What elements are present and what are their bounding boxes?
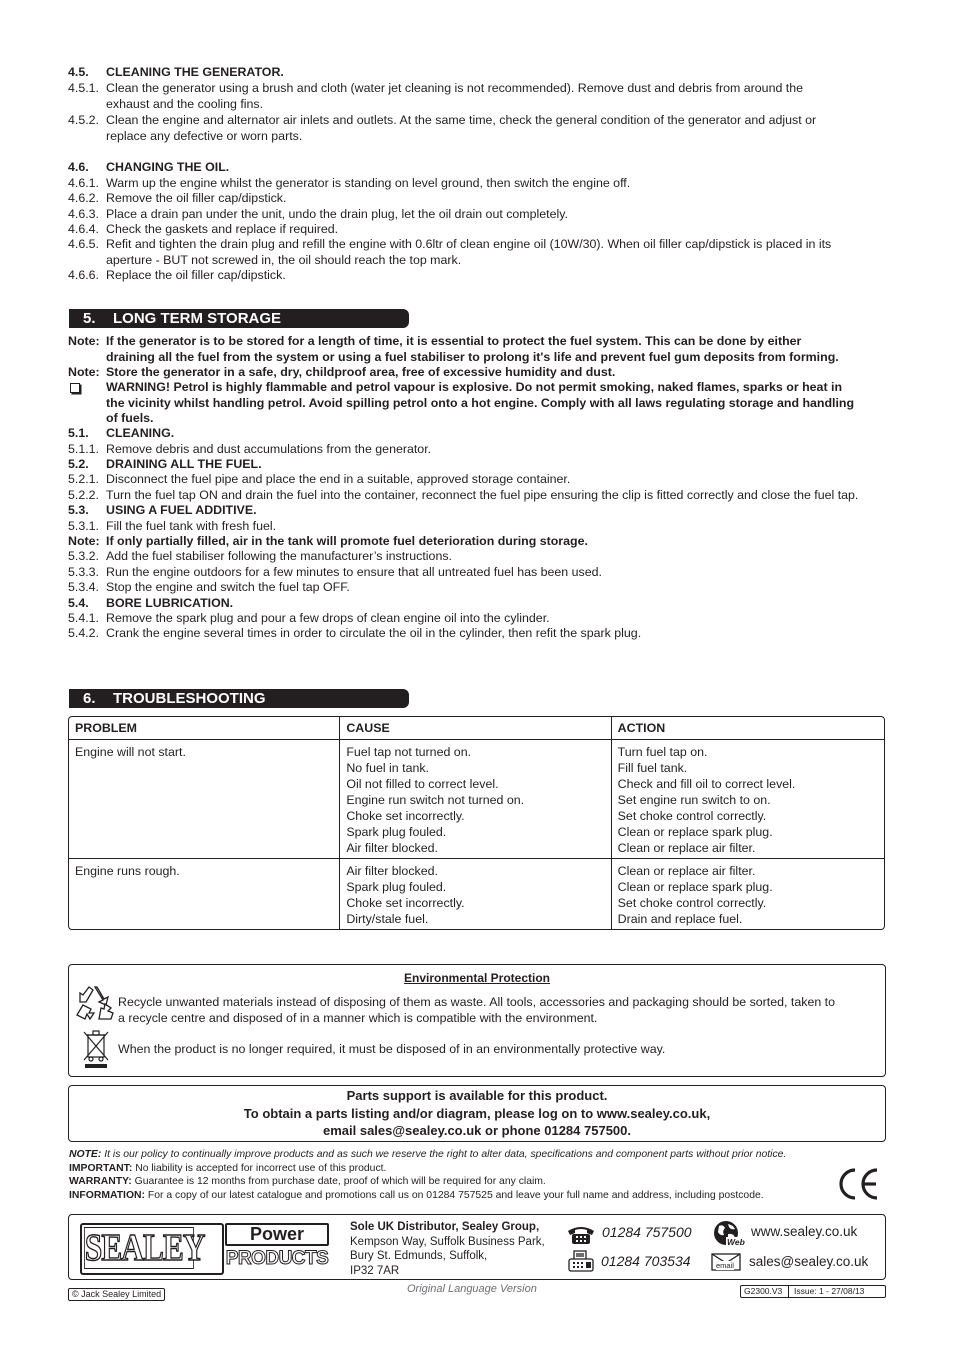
section-title: TROUBLESHOOTING	[113, 690, 266, 707]
item-number: 4.6.2.	[68, 191, 100, 205]
address-line: Kempson Way, Suffolk Business Park,	[350, 1235, 545, 1248]
legal-warranty	[69, 1175, 839, 1189]
note	[68, 534, 888, 550]
legal-text: It is our policy to continually improve products and as such we reserve the right to alter data, specifications and component parts without prior notice.	[104, 1149, 787, 1160]
document-code-box	[740, 1285, 886, 1298]
action-line: Fill fuel tank.	[617, 761, 688, 775]
distributor-address	[350, 1220, 545, 1278]
item-number: 5.2.	[68, 457, 89, 471]
note-text-cont: draining all the fuel from the system or using a fuel stabiliser to prolong it's life and prevent fuel gum deposits from forming.	[106, 349, 839, 364]
note-label: Note:	[68, 334, 100, 348]
item-number: 5.4.	[68, 596, 89, 610]
item-text: DRAINING ALL THE FUEL.	[106, 457, 262, 471]
code-divider	[788, 1286, 789, 1297]
action-line: Clean or replace spark plug.	[617, 825, 773, 839]
copyright: © Jack Sealey Limited	[68, 1288, 165, 1301]
action-line: Set engine run switch to on.	[617, 793, 771, 807]
note-text: Store the generator in a safe, dry, childproof area, free of excessive humidity and dust.	[106, 365, 616, 379]
legal-label: IMPORTANT:	[69, 1162, 133, 1174]
cause-cell	[340, 859, 611, 929]
subsection-heading	[68, 457, 888, 473]
subsection-heading	[68, 596, 888, 612]
item-text-cont: replace any defective or worn parts.	[106, 128, 303, 143]
parts-line: email sales@sealey.co.uk or phone 01284 757500.	[322, 1123, 631, 1138]
item-text: Stop the engine and switch the fuel tap OFF.	[106, 580, 350, 594]
table-row	[69, 859, 884, 929]
issue-date: Issue: 1 - 27/08/13	[794, 1286, 865, 1296]
list-item	[68, 113, 888, 144]
subsection-heading	[68, 503, 888, 519]
distributor-title: Sole UK Distributor, Sealey Group,	[350, 1221, 540, 1233]
address-line: IP32 7AR	[350, 1264, 400, 1277]
item-number: 5.1.1.	[68, 442, 100, 456]
list-item	[68, 222, 888, 238]
subsection-heading	[68, 426, 888, 442]
ce-mark-icon	[836, 1166, 880, 1202]
item-text: Clean the engine and alternator air inlets and outlets. At the same time, check the general condition of the generator and adjust or	[106, 113, 817, 127]
item-text: Fill the fuel tank with fresh fuel.	[106, 519, 277, 533]
address-line: Bury St. Edmunds, Suffolk,	[350, 1250, 488, 1262]
item-text: Replace the oil filler cap/dipstick.	[106, 268, 286, 282]
column-header-problem: PROBLEM	[69, 717, 340, 740]
section-number: 4.6.	[68, 160, 89, 174]
website-link[interactable]: www.sealey.co.uk	[751, 1224, 858, 1239]
item-text: BORE LUBRICATION.	[106, 596, 234, 610]
legal-label: INFORMATION:	[69, 1189, 145, 1201]
action-line: Turn fuel tap on.	[617, 745, 708, 759]
cause-line: Air filter blocked.	[346, 841, 438, 855]
logo-sealey-text: SEALEY	[84, 1227, 205, 1269]
list-item	[68, 519, 888, 535]
item-text: Remove debris and dust accumulations from the generator.	[106, 442, 432, 456]
legal-text: For a copy of our latest catalogue and promotions call us on 01284 757525 and leave your full name and address, including postcode.	[147, 1189, 764, 1201]
legal-text: No liability is accepted for incorrect use of this product.	[135, 1162, 387, 1174]
list-item	[68, 81, 888, 112]
item-text: Crank the engine several times in order to circulate the oil in the cylinder, then refit the spark plug.	[106, 626, 642, 640]
item-number: 4.6.3.	[68, 207, 100, 221]
action-line: Set choke control correctly.	[617, 896, 767, 910]
legal-notice	[69, 1148, 839, 1202]
legal-information	[69, 1189, 839, 1203]
action-line: Clean or replace air filter.	[617, 841, 756, 855]
list-item	[68, 565, 888, 581]
parts-line: To obtain a parts listing and/or diagram, please log on to www.sealey.co.uk,	[243, 1105, 711, 1121]
item-text: Place a drain pan under the unit, undo the drain plug, let the oil drain out completely.	[106, 207, 568, 221]
item-text: USING A FUEL ADDITIVE.	[106, 503, 257, 517]
item-text: Remove the spark plug and pour a few drops of clean engine oil into the cylinder.	[106, 611, 550, 625]
column-header-cause: CAUSE	[340, 717, 611, 740]
item-text: Turn the fuel tap ON and drain the fuel into the container, reconnect the fuel pipe ensuring the clip is fitted correctly and close the fuel tap.	[106, 488, 859, 502]
cause-line: Choke set incorrectly.	[346, 896, 465, 910]
section-number: 5.	[83, 310, 96, 327]
note-label: Note:	[68, 534, 100, 548]
cause-line: Dirty/stale fuel.	[346, 912, 429, 926]
item-number: 5.4.2.	[68, 626, 100, 640]
legal-label: NOTE:	[69, 1149, 102, 1160]
list-item	[68, 626, 888, 642]
environmental-protection-box	[68, 964, 886, 1077]
problem-cell	[69, 859, 340, 929]
item-text: Run the engine outdoors for a few minutes to ensure that all untreated fuel has been used.	[106, 565, 602, 579]
section-6-header	[69, 689, 409, 708]
column-header-action: ACTION	[612, 717, 884, 740]
logo-power-text: Power	[225, 1223, 329, 1246]
env-recycle-text	[118, 995, 835, 1026]
item-number: 5.2.2.	[68, 488, 100, 502]
table-row	[69, 740, 884, 859]
item-number: 5.4.1.	[68, 611, 100, 625]
item-number: 5.2.1.	[68, 472, 100, 486]
legal-note	[69, 1148, 839, 1162]
item-text: Remove the oil filler cap/dipstick.	[106, 191, 287, 205]
legal-important	[69, 1162, 839, 1176]
parts-support-box	[68, 1085, 886, 1142]
section-title: LONG TERM STORAGE	[113, 310, 282, 327]
item-number: 4.6.5.	[68, 237, 100, 251]
list-item	[68, 207, 888, 223]
list-item	[68, 237, 888, 268]
email-label: email	[716, 1261, 734, 1270]
cause-line: Engine run switch not turned on.	[346, 793, 525, 807]
original-language-label: Original Language Version	[407, 1283, 537, 1295]
cause-cell	[340, 740, 611, 859]
list-item	[68, 488, 888, 504]
cause-line: Fuel tap not turned on.	[346, 745, 472, 759]
item-text: Clean the generator using a brush and cloth (water jet cleaning is not recommended). Remove dust and debris from around the	[106, 81, 804, 95]
warning-text: WARNING! Petrol is highly flammable and petrol vapour is explosive. Do not permit smoking, naked flames, sparks or heat in	[106, 380, 843, 394]
problem-cell	[69, 740, 340, 859]
warning	[68, 380, 888, 427]
item-number: 4.5.1.	[68, 81, 100, 95]
section-number: 6.	[83, 690, 96, 707]
troubleshooting-table	[68, 716, 885, 930]
action-line: Check and fill oil to correct level.	[617, 777, 796, 791]
weee-bin-icon	[81, 1029, 111, 1069]
action-line: Clean or replace air filter.	[617, 864, 756, 878]
env-disposal-text: When the product is no longer required, it must be disposed of in an environmentally protective way.	[118, 1042, 666, 1056]
item-text: Warm up the engine whilst the generator is standing on level ground, then switch the engine off.	[106, 176, 631, 190]
item-number: 4.6.1.	[68, 176, 100, 190]
note-label: Note:	[68, 365, 100, 379]
env-text-line: a recycle centre and disposed of in a manner which is compatible with the environment.	[118, 1010, 598, 1025]
action-cell	[612, 740, 884, 859]
web-globe-icon	[711, 1219, 747, 1249]
note-text: If the generator is to be stored for a length of time, it is essential to protect the fuel system. This can be done by either	[106, 334, 802, 348]
section-title: CLEANING THE GENERATOR.	[106, 65, 284, 79]
item-number: 5.3.	[68, 503, 89, 517]
legal-label: WARRANTY:	[69, 1176, 132, 1187]
item-number: 5.3.2.	[68, 549, 100, 563]
sealey-logo	[80, 1223, 224, 1275]
cause-line: Air filter blocked.	[346, 864, 438, 878]
action-cell	[612, 859, 884, 929]
section-4-6-heading	[68, 160, 888, 176]
action-line: Drain and replace fuel.	[617, 912, 743, 926]
footer-box	[68, 1214, 886, 1280]
note	[68, 334, 888, 365]
problem-text: Engine will not start.	[75, 745, 186, 759]
fax-number[interactable]: 01284 703534	[601, 1253, 691, 1269]
checkbox-icon	[70, 383, 80, 393]
note-text: If only partially filled, air in the tank will promote fuel deterioration during storage.	[106, 534, 588, 548]
document-code: G2300.V3	[744, 1286, 783, 1296]
item-number: 4.6.6.	[68, 268, 100, 282]
logo-products-text: PRODUCTS	[225, 1248, 329, 1269]
warning-text-cont: the vicinity whilst handling petrol. Avoid spilling petrol onto a hot engine. Comply with all laws regulating storage and handling	[106, 395, 855, 410]
telephone-icon	[566, 1223, 596, 1245]
web-label: Web	[727, 1237, 745, 1247]
action-line: Clean or replace spark plug.	[617, 880, 773, 894]
section-number: 4.5.	[68, 65, 89, 79]
list-item	[68, 191, 888, 207]
list-item	[68, 176, 888, 192]
cause-line: Spark plug fouled.	[346, 880, 447, 894]
item-text: Check the gaskets and replace if required.	[106, 222, 339, 236]
item-number: 5.3.1.	[68, 519, 100, 533]
item-number: 5.3.3.	[68, 565, 100, 579]
email-icon	[711, 1253, 741, 1271]
parts-line: Parts support is available for this product.	[346, 1088, 608, 1103]
list-item	[68, 442, 888, 458]
item-number: 4.6.4.	[68, 222, 100, 236]
action-line: Set choke control correctly.	[617, 809, 767, 823]
table-header-row	[69, 717, 884, 740]
item-text: Refit and tighten the drain plug and refill the engine with 0.6ltr of clean engine oil (10W/30). When oil filler cap/dipstick is placed in its	[106, 237, 832, 251]
cause-line: Choke set incorrectly.	[346, 809, 465, 823]
list-item	[68, 472, 888, 488]
warning-text-cont: of fuels.	[106, 411, 154, 425]
email-link[interactable]: sales@sealey.co.uk	[749, 1254, 869, 1269]
env-title: Environmental Protection	[403, 971, 551, 985]
list-item	[68, 580, 888, 596]
fax-icon	[566, 1249, 596, 1273]
item-text: Add the fuel stabiliser following the manufacturer’s instructions.	[106, 549, 452, 563]
item-number: 5.1.	[68, 426, 89, 440]
cause-line: Spark plug fouled.	[346, 825, 447, 839]
item-text: CLEANING.	[106, 426, 175, 440]
item-text: Disconnect the fuel pipe and place the end in a suitable, approved storage container.	[106, 472, 571, 486]
legal-text: Guarantee is 12 months from purchase date, proof of which will be required for any claim.	[134, 1176, 546, 1187]
item-text-cont: exhaust and the cooling fins.	[106, 96, 264, 111]
list-item	[68, 268, 888, 284]
cause-line: No fuel in tank.	[346, 761, 429, 775]
env-text-line: Recycle unwanted materials instead of disposing of them as waste. All tools, accessories and packaging should be sorted, taken to	[118, 995, 835, 1009]
recycle-icon	[75, 983, 115, 1023]
list-item	[68, 549, 888, 565]
item-number: 4.5.2.	[68, 113, 100, 127]
cause-line: Oil not filled to correct level.	[346, 777, 499, 791]
problem-text: Engine runs rough.	[75, 864, 180, 878]
item-number: 5.3.4.	[68, 580, 100, 594]
item-text-cont: aperture - BUT not screwed in, the oil should reach the top mark.	[106, 252, 462, 267]
section-5-header	[69, 309, 409, 328]
section-4-5-heading	[68, 65, 888, 81]
section-title: CHANGING THE OIL.	[106, 160, 230, 174]
list-item	[68, 611, 888, 627]
note	[68, 365, 888, 381]
phone-number[interactable]: 01284 757500	[602, 1224, 692, 1240]
